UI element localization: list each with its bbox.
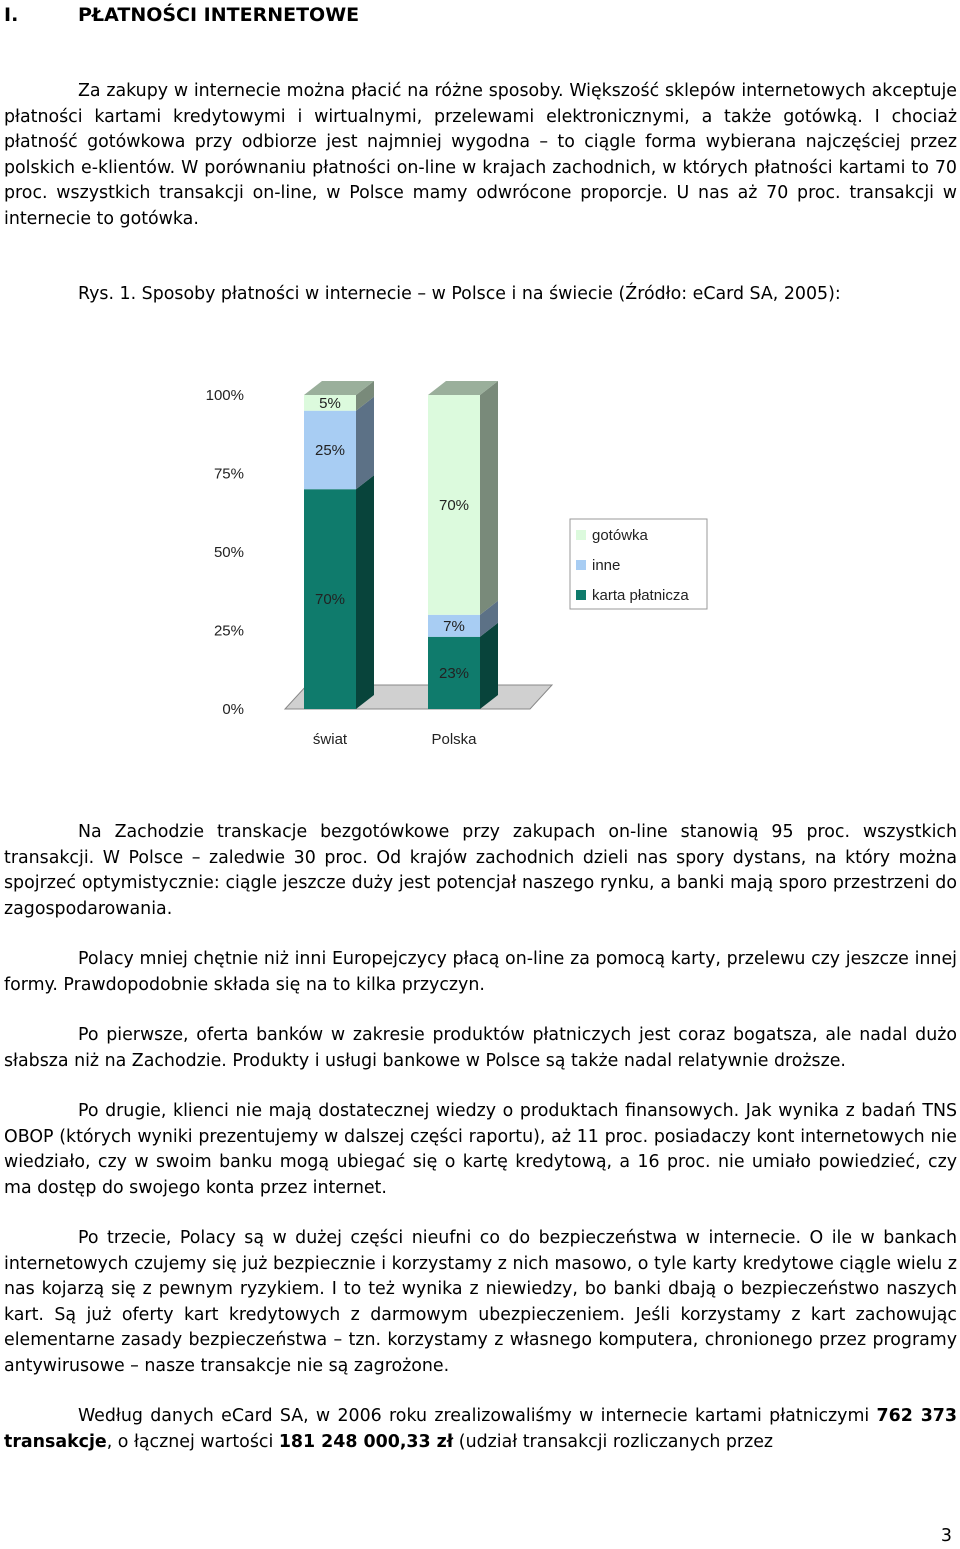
paragraph-6-text-e: (udział transakcji rozliczanych przez: [453, 1431, 774, 1452]
paragraph-5-text: Po trzecie, Polacy są w dużej części nieufni co do bezpieczeństwa w internecie. O ile w bankach internetowych czujemy się już bezpiecznie i korzystamy z nich masowo, o tyle karty kredytowe ciągle wielu z nas kojarzą się z pewnym ryzykiem. I to też wynika z niewiedzy, bo banki dbają o bezpieczeństwo naszych kart. Są już oferty kart kredytowych z darmowym ubezpieczeniem. Jeśli korzystamy z kart zachowując elementarne zasady bezpieczeństwa – tzn. korzystamy z własnego komputera, chronionego przez programy antywirusowe – nasze transakcje nie są zagrożone.: [4, 1228, 957, 1376]
intro-text: Za zakupy w internecie można płacić na różne sposoby. Większość sklepów internetowych akceptuje płatności kartami kredytowymi i wirtualnymi, przelewami elektronicznymi, a także gotówką. I chociaż płatność gotówkowa przy odbiorze jest najmniej wygodna – to ciągle forma wybierana najczęściej przez polskich e-klientów. W porównaniu płatności on-line w krajach zachodnich, w których płatności kartami to 70 proc. wszystkich transakcji on-line, w Polsce mamy odwrócone proporcje. U nas aż 70 proc. transakcji w internecie to gotówka.: [4, 81, 957, 229]
data-label: 70%: [314, 591, 346, 609]
paragraph-4: [4, 1099, 957, 1201]
payment-methods-chart: [190, 372, 730, 762]
paragraph-6: [4, 1404, 957, 1455]
legend-label: karta płatnicza: [592, 587, 689, 604]
figure-caption: Rys. 1. Sposoby płatności w internecie – w Polsce i na świecie (Źródło: eCard SA, 2005):: [78, 284, 841, 304]
bar-segment-side: [480, 381, 498, 615]
paragraph-6-text-c: , o łącznej wartości: [106, 1431, 279, 1452]
y-tick-label: 25%: [213, 622, 244, 640]
legend-swatch: [576, 560, 586, 570]
legend-label: gotówka: [592, 527, 648, 544]
paragraph-3-text: Po pierwsze, oferta banków w zakresie produktów płatniczych jest coraz bogatsza, ale nadal dużo słabsza niż na Zachodzie. Produkty i usługi bankowe w Polsce są także nadal relatywnie droższe.: [4, 1025, 957, 1071]
paragraph-1-text: Na Zachodzie transkacje bezgotówkowe przy zakupach on-line stanowią 95 proc. wszystkich transakcji. W Polsce – zaledwie 30 proc. Od krajów zachodnich dzieli nas spory dystans, na który można spojrzeć optymistycznie: ciągle jeszcze duży jest potencjał naszego rynku, a banki mają sporo przestrzeni do zagospodarowania.: [4, 822, 957, 919]
section-heading: [4, 4, 359, 26]
y-tick-label: 0%: [222, 701, 244, 718]
legend-swatch: [576, 590, 586, 600]
data-label: 7%: [443, 617, 465, 635]
legend-label: inne: [592, 557, 621, 574]
category-label: świat: [312, 731, 348, 748]
data-label: 23%: [438, 664, 470, 682]
paragraph-2-text: Polacy mniej chętnie niż inni Europejczycy płacą on-line za pomocą karty, przelewu czy jeszcze innej formy. Prawdopodobnie składa się na to kilka przyczyn.: [4, 949, 957, 995]
legend-swatch: [576, 530, 586, 540]
bar-segment-side: [356, 475, 374, 709]
section-title: PŁATNOŚCI INTERNETOWE: [78, 4, 360, 26]
transaction-count: 762 373 transakcje: [4, 1406, 957, 1452]
page-number: 3: [940, 1526, 952, 1546]
section-number: I.: [4, 4, 19, 26]
transaction-value: 181 248 000,33 zł: [278, 1431, 454, 1452]
intro-paragraph: [4, 79, 957, 233]
data-label: 25%: [314, 441, 346, 459]
paragraph-6-text-a: Według danych eCard SA, w 2006 roku zrealizowaliśmy w internecie kartami płatniczymi: [78, 1406, 877, 1426]
paragraph-1: [4, 820, 957, 922]
bar-segment-side: [356, 397, 374, 490]
paragraph-5: [4, 1226, 957, 1380]
category-label: Polska: [431, 731, 477, 748]
data-label: 5%: [319, 394, 341, 412]
paragraph-3: [4, 1023, 957, 1074]
paragraph-4-text: Po drugie, klienci nie mają dostatecznej wiedzy o produktach finansowych. Jak wynika z badań TNS OBOP (których wyniki prezentujemy w dalszej części raportu), aż 11 proc. posiadaczy kont internetowych nie wiedziało, czy w swoim banku mogą ubiegać się o kartę kredytową, a 16 proc. nie umiało powiedzieć, czy ma dostęp do swojego konta przez internet.: [4, 1101, 957, 1198]
y-tick-label: 50%: [213, 544, 244, 561]
paragraph-2: [4, 947, 957, 998]
y-tick-label: 100%: [205, 387, 244, 404]
y-tick-label: 75%: [213, 465, 244, 483]
data-label: 70%: [438, 496, 470, 514]
bar-segment-side: [480, 623, 498, 709]
